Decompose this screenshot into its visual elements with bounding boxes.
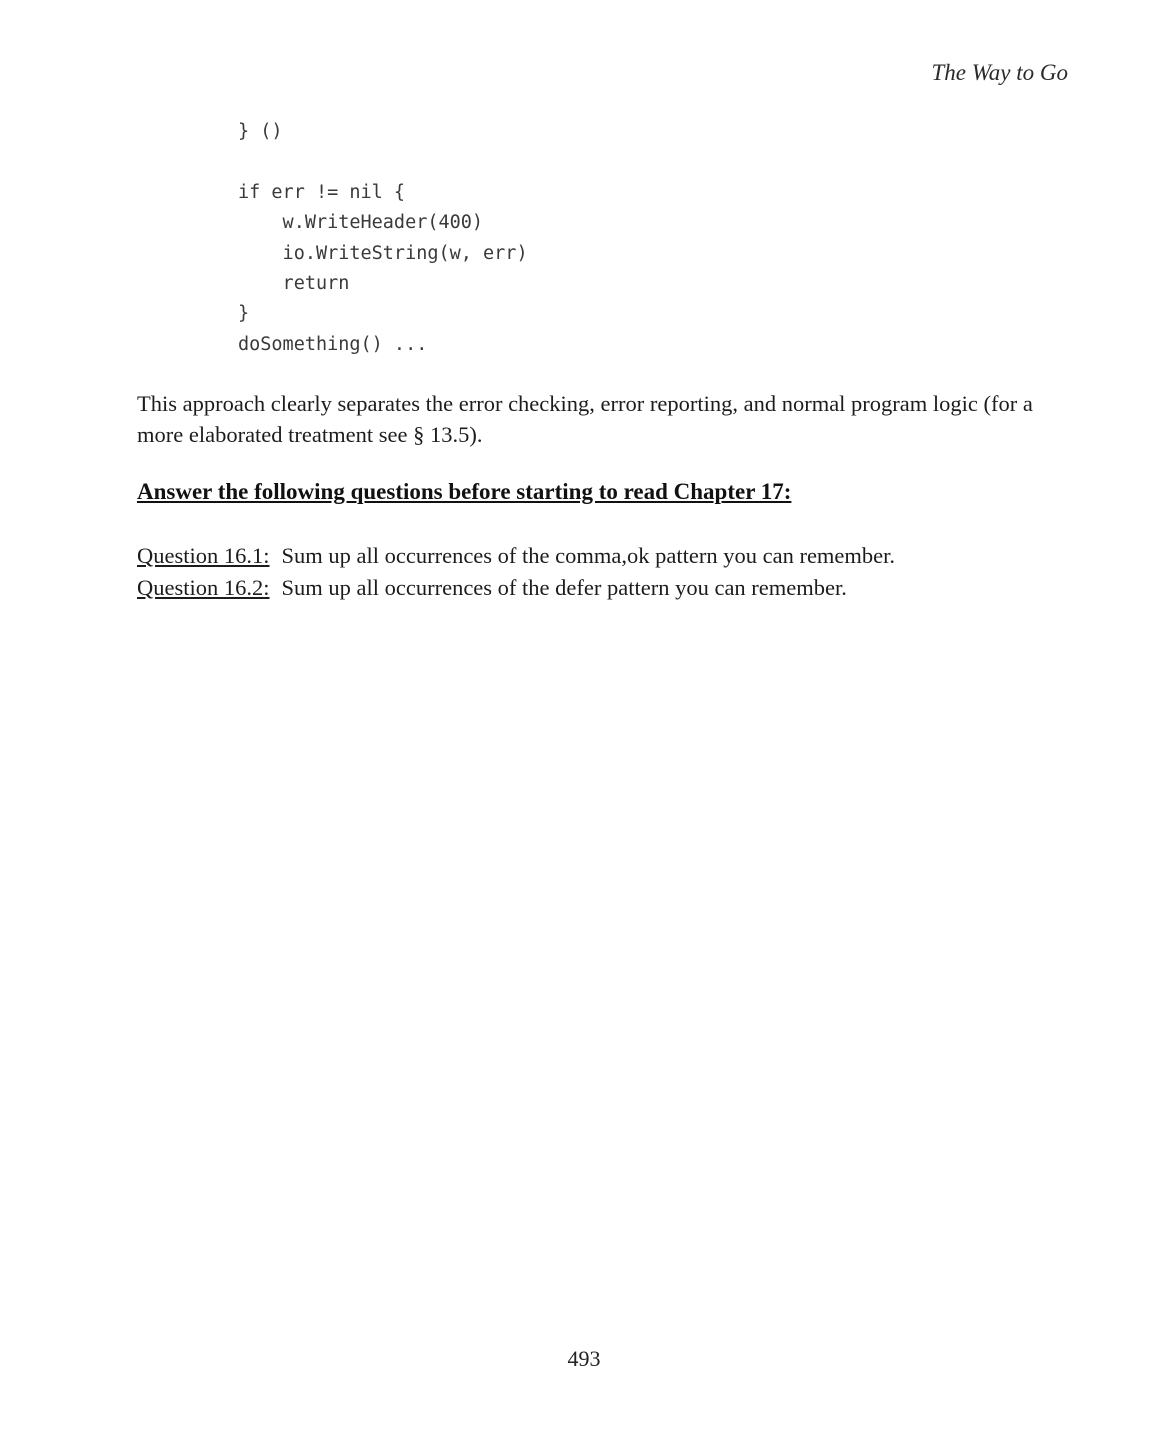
question-item [137,540,895,572]
code-line: if err != nil { [238,181,406,203]
questions-list [137,540,895,603]
running-header: The Way to Go [931,60,1068,85]
code-line: w.WriteHeader(400) [238,212,484,234]
code-line: return [238,273,350,295]
question-text: Sum up all occurrences of the defer pattern you can remember. [281,574,847,600]
code-line [238,147,528,177]
question-text: Sum up all occurrences of the comma,ok pattern you can remember. [281,543,896,568]
question-item [137,572,895,604]
code-line: } () [238,121,283,142]
code-line: } [238,303,250,325]
code-line: io.WriteString(w, err) [238,242,528,264]
section-heading: Answer the following questions before starting to read Chapter 17: [137,479,792,504]
code-line: doSomething() ... [238,333,428,355]
body-paragraph: This approach clearly separates the error checking, error reporting, and normal program logic (for a more elaborated treatment see § 13.5). [137,391,1033,447]
question-label: Question 16.1: [137,543,270,568]
page-number: 493 [567,1346,601,1371]
code-block [238,117,528,360]
question-label: Question 16.2: [137,574,270,600]
